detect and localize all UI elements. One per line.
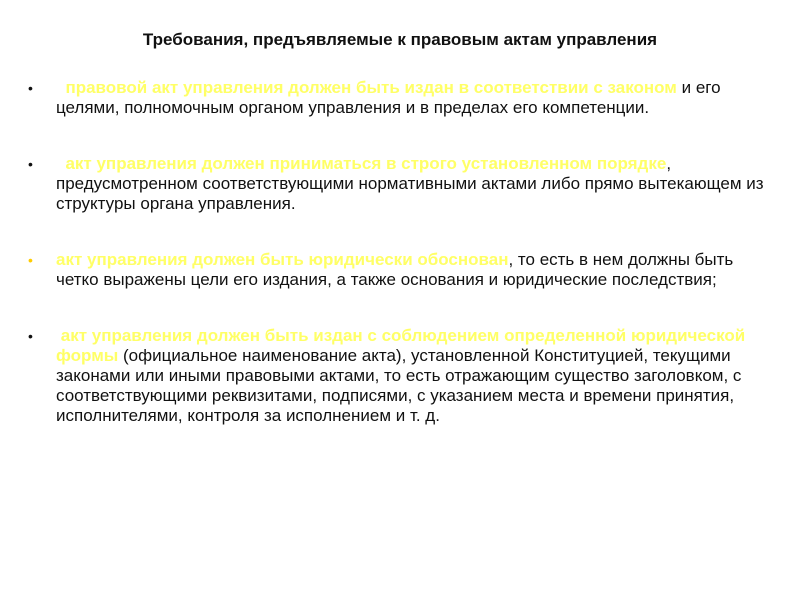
body-text: и его целями, полномочным органом управления и в пределах его компетенции. [56,78,721,117]
list-item [28,154,778,214]
bullet-marker: • [28,328,33,344]
highlighted-text: акт управления должен приниматься в строго установленном порядке [56,154,667,173]
bullet-marker: • [28,252,33,268]
body-text: (официальное наименование акта), установленной Конституцией, текущими законами или иными правовыми актами, то есть отражающим существо заголовком, с соответствующими реквизитами, подписями, с указанием места и времени принятия, исполнителями, контроля за исполнением и т. д. [56,346,742,425]
body-text: , то есть в нем должны быть четко выражены цели его издания, а также основания и юридические последствия; [56,250,734,289]
slide-title: Требования, предъявляемые к правовым актам управления [142,30,658,49]
list-item [28,250,778,290]
bullet-marker: • [28,156,33,172]
body-text: , предусмотренном соответствующими нормативными актами либо прямо вытекающем из структуры органа управления. [56,154,764,213]
list-item [28,78,778,118]
requirements-list [28,78,778,462]
highlighted-text: правовой акт управления должен быть издан в соответствии с законом [56,78,677,97]
list-item [28,326,778,426]
highlighted-text: акт управления должен быть юридически обоснован [56,250,509,269]
highlighted-text: акт управления должен быть издан с соблюдением определенной юридической формы [56,326,750,365]
bullet-marker: • [28,80,33,96]
